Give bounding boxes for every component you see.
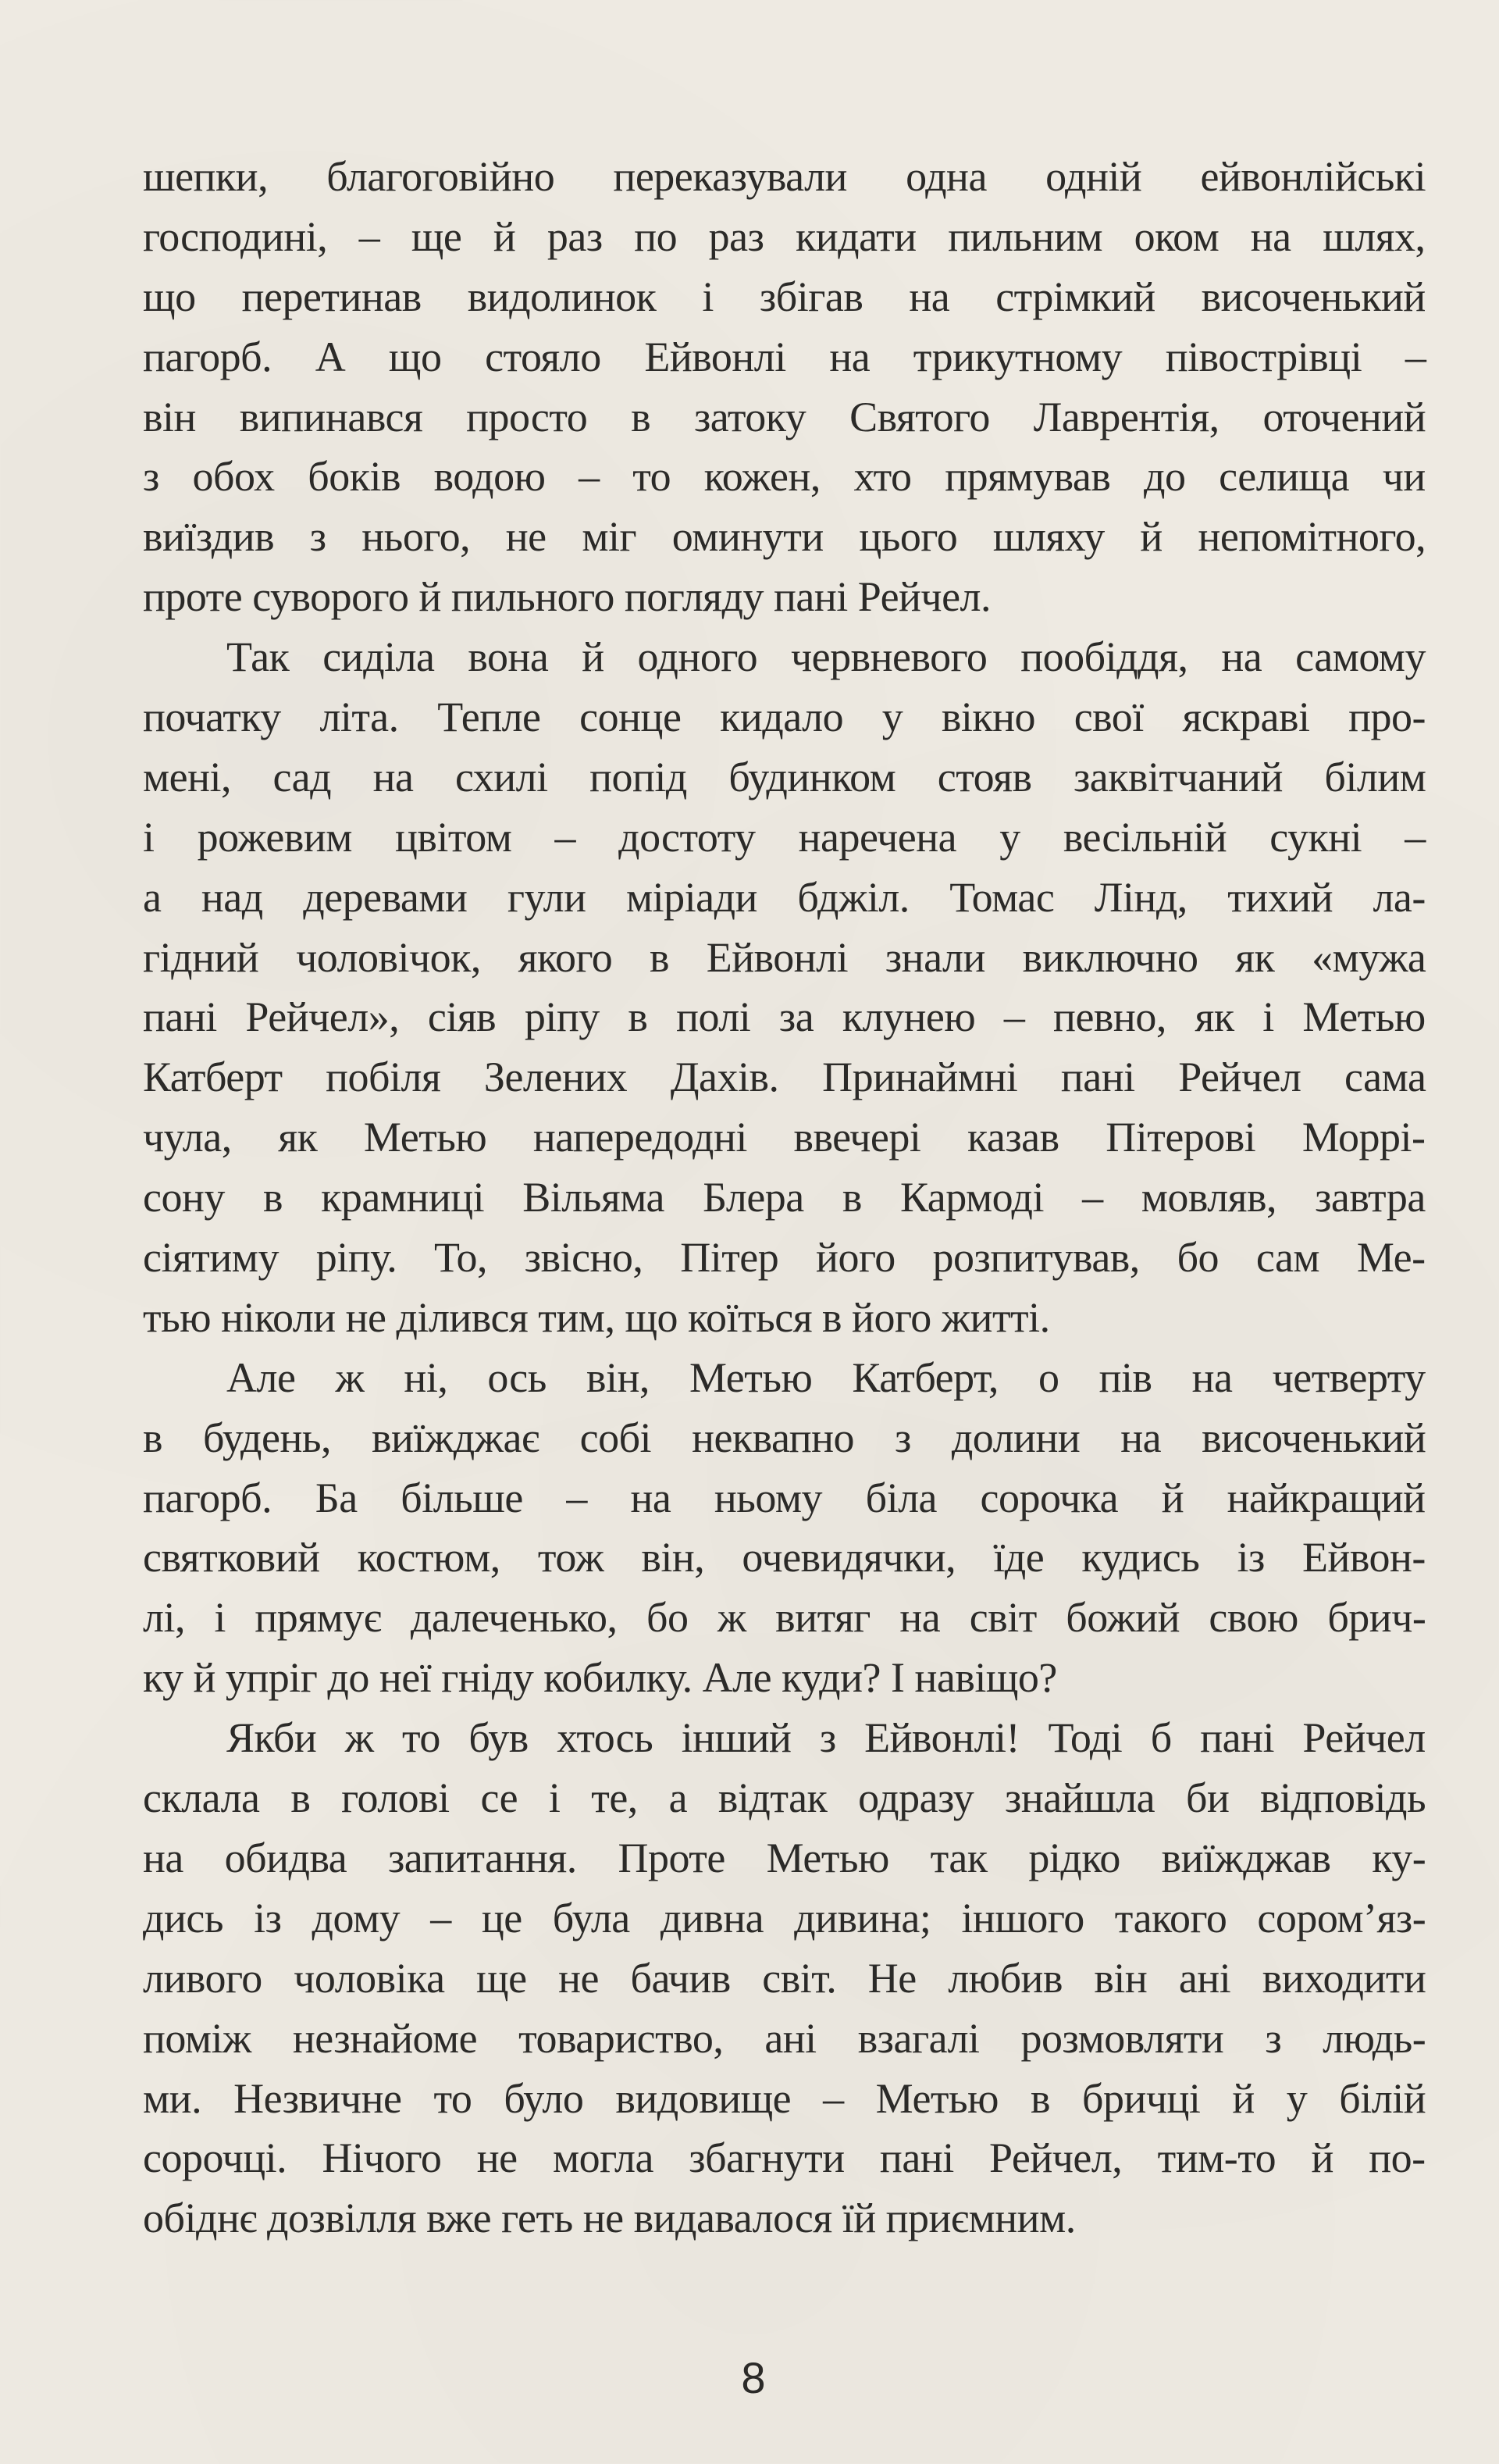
text-line: Катберт побіля Зелених Дахів. Принаймні пані Рейчел сама — [143, 1054, 1426, 1101]
text-line: лі, і прямує далеченько, бо ж витяг на світ божий свою брич- — [143, 1594, 1426, 1642]
paragraph-1 — [143, 147, 1426, 627]
text-line: шепки, благоговійно переказували одна одній ейвонлійські — [143, 153, 1426, 200]
text-line: тью ніколи не ділився тим, що коїться в його житті. — [143, 1293, 1050, 1341]
text-line: мені, сад на схилі попід будинком стояв заквітчаний білим — [143, 753, 1426, 801]
text-line: на обидва запитання. Проте Метью так рідко виїжджав ку- — [143, 1834, 1426, 1881]
text-line: поміж незнайоме товариство, ані взагалі розмовляти з людь- — [143, 2014, 1426, 2062]
text-line: святковий костюм, тож він, очевидячки, їде кудись із Ейвон- — [143, 1534, 1426, 1581]
text-line: дись із дому – це була дивна дивина; іншого такого сором’яз- — [143, 1894, 1426, 1942]
text-line: виїздив з нього, не міг оминути цього шляху й непомітного, — [143, 513, 1426, 561]
text-line: господині, – ще й раз по раз кидати пильним оком на шлях, — [143, 212, 1426, 260]
paragraph-2 — [143, 627, 1426, 1348]
body-text — [143, 147, 1426, 2248]
text-line: ми. Незвичне то було видовище – Метью в бричці й у білій — [143, 2074, 1426, 2122]
text-line: і рожевим цвітом – достоту наречена у весільній сукні – — [143, 813, 1426, 861]
text-line: пані Рейчел», сіяв ріпу в полі за клунею – певно, як і Метью — [143, 993, 1426, 1041]
text-line: сону в крамниці Вільяма Блера в Кармоді – мовляв, завтра — [143, 1174, 1426, 1221]
text-line: обіднє дозвілля вже геть не видавалося їй приємним. — [143, 2195, 1076, 2242]
text-line: сіятиму ріпу. То, звісно, Пітер його розпитував, бо сам Ме- — [143, 1234, 1426, 1282]
text-line: Так сиділа вона й одного червневого пообіддя, на самому — [226, 633, 1426, 681]
text-line: початку літа. Тепле сонце кидало у вікно свої яскраві про- — [143, 694, 1426, 741]
page-number: 8 — [741, 2353, 766, 2402]
text-line: пагорб. Ба більше – на ньому біла сорочка й найкращий — [143, 1474, 1426, 1521]
text-line: він випинався просто в затоку Святого Лаврентія, оточений — [143, 393, 1426, 440]
text-line: Але ж ні, ось він, Метью Катберт, о пів на четверту — [226, 1353, 1426, 1401]
text-line: гідний чоловічок, якого в Ейвонлі знали виключно як «мужа — [143, 933, 1426, 981]
paragraph-4 — [143, 1708, 1426, 2248]
text-line: в будень, виїжджає собі неквапно з долини на височенький — [143, 1414, 1426, 1461]
text-line: ливого чоловіка ще не бачив світ. Не любив він ані виходити — [143, 1954, 1426, 2002]
text-line: що перетинав видолинок і збігав на стрімкий височенький — [143, 273, 1426, 320]
text-line: проте суворого й пильного погляду пані Рейчел. — [143, 573, 992, 621]
text-line: з обох боків водою – то кожен, хто прямував до селища чи — [143, 453, 1426, 501]
text-line: пагорб. А що стояло Ейвонлі на трикутному півострівці – — [143, 333, 1426, 380]
text-line: ку й упріг до неї гніду кобилку. Але куди? І навіщо? — [143, 1654, 1057, 1702]
text-line: сорочці. Нічого не могла збагнути пані Рейчел, тим-то й по- — [143, 2134, 1426, 2182]
text-line: Якби ж то був хтось інший з Ейвонлі! Тоді б пані Рейчел — [226, 1714, 1426, 1762]
text-line: чула, як Метью напередодні ввечері казав Пітерові Моррі- — [143, 1114, 1426, 1161]
paragraph-3 — [143, 1348, 1426, 1708]
text-line: а над деревами гули міріади бджіл. Томас Лінд, тихий ла- — [143, 873, 1426, 921]
text-line: склала в голові се і те, а відтак одразу знайшла би відповідь — [143, 1774, 1426, 1822]
